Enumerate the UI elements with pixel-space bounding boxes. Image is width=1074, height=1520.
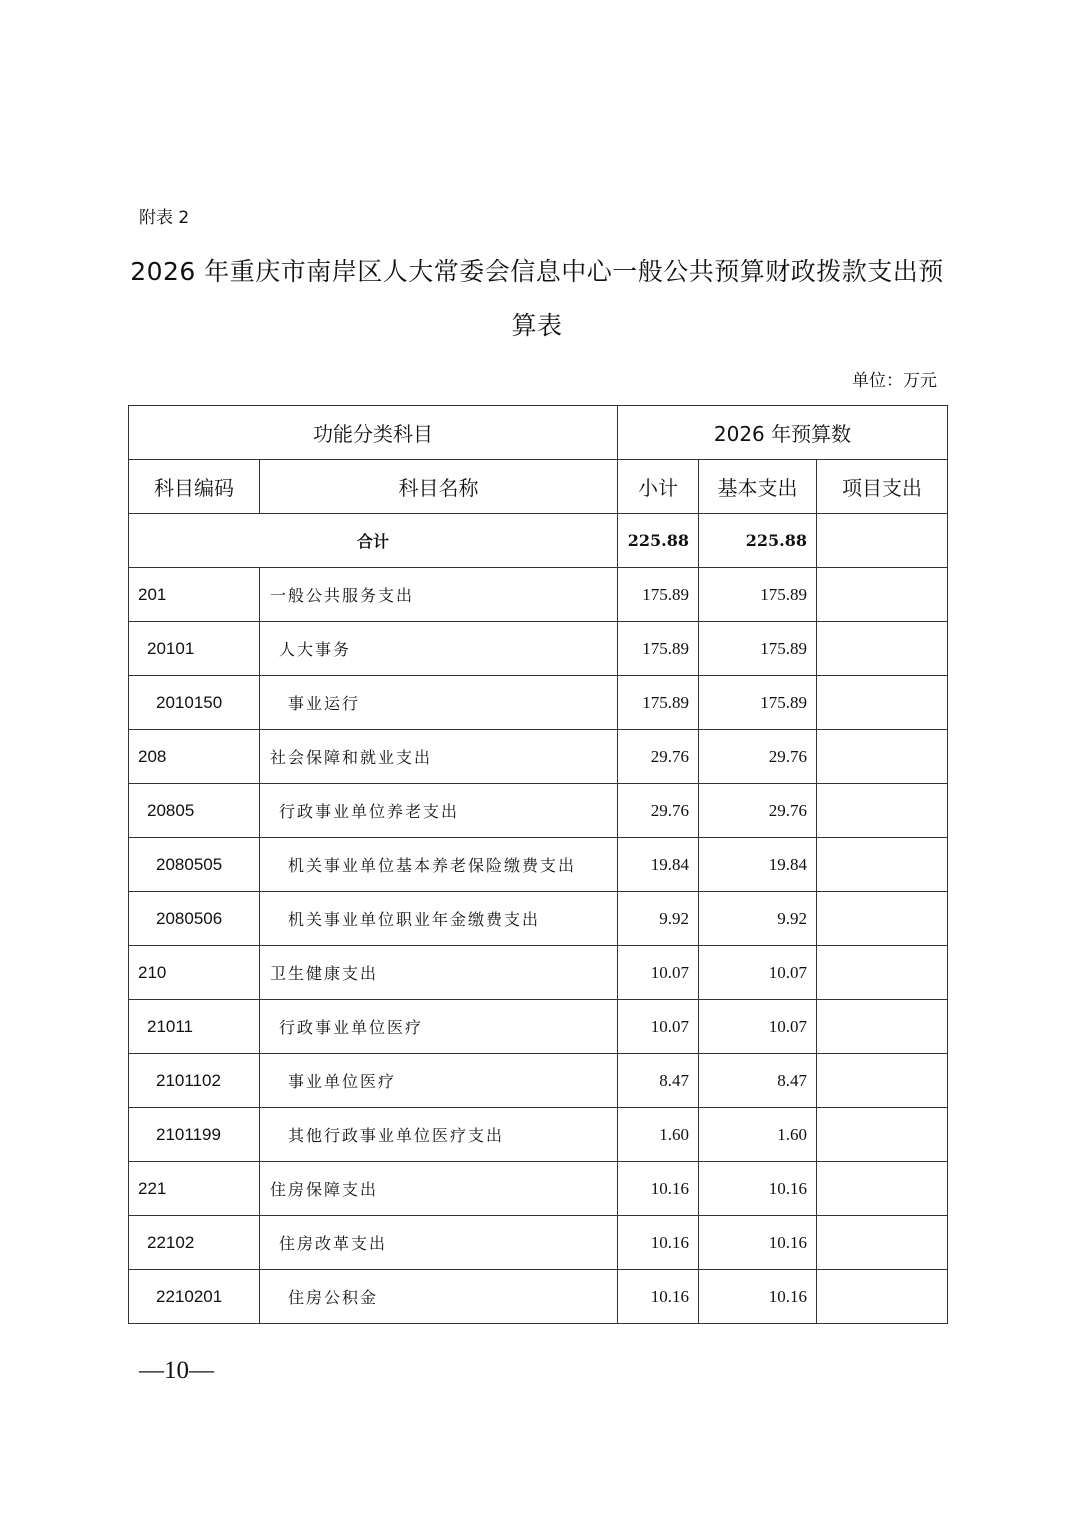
- row-basic: 19.84: [699, 838, 817, 892]
- row-project: [817, 1162, 948, 1216]
- row-name: 事业运行: [260, 676, 618, 730]
- row-code: 2010150: [129, 676, 260, 730]
- table-row: [129, 1216, 948, 1270]
- table-row: [129, 622, 948, 676]
- budget-table: [128, 405, 948, 1324]
- header-code: 科目编码: [129, 460, 260, 514]
- table-row: [129, 784, 948, 838]
- page-number: —10—: [139, 1357, 214, 1384]
- row-name: 行政事业单位养老支出: [260, 784, 618, 838]
- row-subtotal: 29.76: [618, 784, 699, 838]
- row-project: [817, 1054, 948, 1108]
- table-row: [129, 676, 948, 730]
- attachment-label: 附表 2: [139, 208, 190, 228]
- row-basic: 8.47: [699, 1054, 817, 1108]
- row-basic: 10.07: [699, 1000, 817, 1054]
- row-name: 人大事务: [260, 622, 618, 676]
- table-row: [129, 1000, 948, 1054]
- row-name: 社会保障和就业支出: [260, 730, 618, 784]
- total-row: [129, 514, 948, 568]
- header-name: 科目名称: [260, 460, 618, 514]
- row-name: 住房改革支出: [260, 1216, 618, 1270]
- row-project: [817, 1000, 948, 1054]
- table-row: [129, 730, 948, 784]
- unit-label: 单位：万元: [852, 371, 937, 391]
- row-project: [817, 622, 948, 676]
- row-project: [817, 892, 948, 946]
- document-title-line1: 2026 年重庆市南岸区人大常委会信息中心一般公共预算财政拨款支出预: [130, 257, 944, 286]
- row-basic: 29.76: [699, 784, 817, 838]
- table-row: [129, 1162, 948, 1216]
- row-subtotal: 10.16: [618, 1270, 699, 1324]
- table-row: [129, 1270, 948, 1324]
- row-project: [817, 568, 948, 622]
- row-subtotal: 10.16: [618, 1162, 699, 1216]
- header-category-group: 功能分类科目: [129, 406, 618, 460]
- row-project: [817, 838, 948, 892]
- row-subtotal: 19.84: [618, 838, 699, 892]
- row-subtotal: 10.07: [618, 946, 699, 1000]
- row-name: 住房公积金: [260, 1270, 618, 1324]
- table-row: [129, 892, 948, 946]
- total-label: 合计: [129, 514, 618, 568]
- row-subtotal: 175.89: [618, 622, 699, 676]
- row-project: [817, 1270, 948, 1324]
- row-code: 20101: [129, 622, 260, 676]
- table-row: [129, 838, 948, 892]
- row-subtotal: 8.47: [618, 1054, 699, 1108]
- document-title-line2: 算表: [511, 311, 563, 340]
- row-basic: 175.89: [699, 568, 817, 622]
- header-row-group: [129, 406, 948, 460]
- row-name: 卫生健康支出: [260, 946, 618, 1000]
- row-name: 机关事业单位基本养老保险缴费支出: [260, 838, 618, 892]
- row-name: 机关事业单位职业年金缴费支出: [260, 892, 618, 946]
- header-project: 项目支出: [817, 460, 948, 514]
- row-subtotal: 175.89: [618, 676, 699, 730]
- row-code: 2080505: [129, 838, 260, 892]
- row-basic: 175.89: [699, 622, 817, 676]
- row-code: 2101102: [129, 1054, 260, 1108]
- table-row: [129, 568, 948, 622]
- total-project: [817, 514, 948, 568]
- row-basic: 10.16: [699, 1162, 817, 1216]
- row-subtotal: 175.89: [618, 568, 699, 622]
- row-code: 22102: [129, 1216, 260, 1270]
- row-basic: 9.92: [699, 892, 817, 946]
- row-name: 行政事业单位医疗: [260, 1000, 618, 1054]
- row-project: [817, 1108, 948, 1162]
- row-code: 201: [129, 568, 260, 622]
- row-code: 2080506: [129, 892, 260, 946]
- row-project: [817, 676, 948, 730]
- row-name: 事业单位医疗: [260, 1054, 618, 1108]
- row-project: [817, 784, 948, 838]
- header-row-columns: [129, 460, 948, 514]
- row-project: [817, 946, 948, 1000]
- header-basic: 基本支出: [699, 460, 817, 514]
- header-budget-group: 2026 年预算数: [618, 406, 948, 460]
- row-project: [817, 730, 948, 784]
- row-code: 208: [129, 730, 260, 784]
- row-basic: 10.16: [699, 1216, 817, 1270]
- table-row: [129, 946, 948, 1000]
- row-name: 其他行政事业单位医疗支出: [260, 1108, 618, 1162]
- row-name: 住房保障支出: [260, 1162, 618, 1216]
- table-row: [129, 1108, 948, 1162]
- row-basic: 10.07: [699, 946, 817, 1000]
- row-code: 21011: [129, 1000, 260, 1054]
- row-code: 20805: [129, 784, 260, 838]
- row-basic: 29.76: [699, 730, 817, 784]
- row-code: 2101199: [129, 1108, 260, 1162]
- row-subtotal: 9.92: [618, 892, 699, 946]
- row-subtotal: 10.07: [618, 1000, 699, 1054]
- row-code: 221: [129, 1162, 260, 1216]
- row-subtotal: 10.16: [618, 1216, 699, 1270]
- total-basic: 225.88: [699, 514, 817, 568]
- row-code: 210: [129, 946, 260, 1000]
- row-name: 一般公共服务支出: [260, 568, 618, 622]
- total-subtotal: 225.88: [618, 514, 699, 568]
- row-subtotal: 29.76: [618, 730, 699, 784]
- row-basic: 1.60: [699, 1108, 817, 1162]
- row-subtotal: 1.60: [618, 1108, 699, 1162]
- header-subtotal: 小计: [618, 460, 699, 514]
- row-basic: 175.89: [699, 676, 817, 730]
- table-row: [129, 1054, 948, 1108]
- row-code: 2210201: [129, 1270, 260, 1324]
- row-basic: 10.16: [699, 1270, 817, 1324]
- row-project: [817, 1216, 948, 1270]
